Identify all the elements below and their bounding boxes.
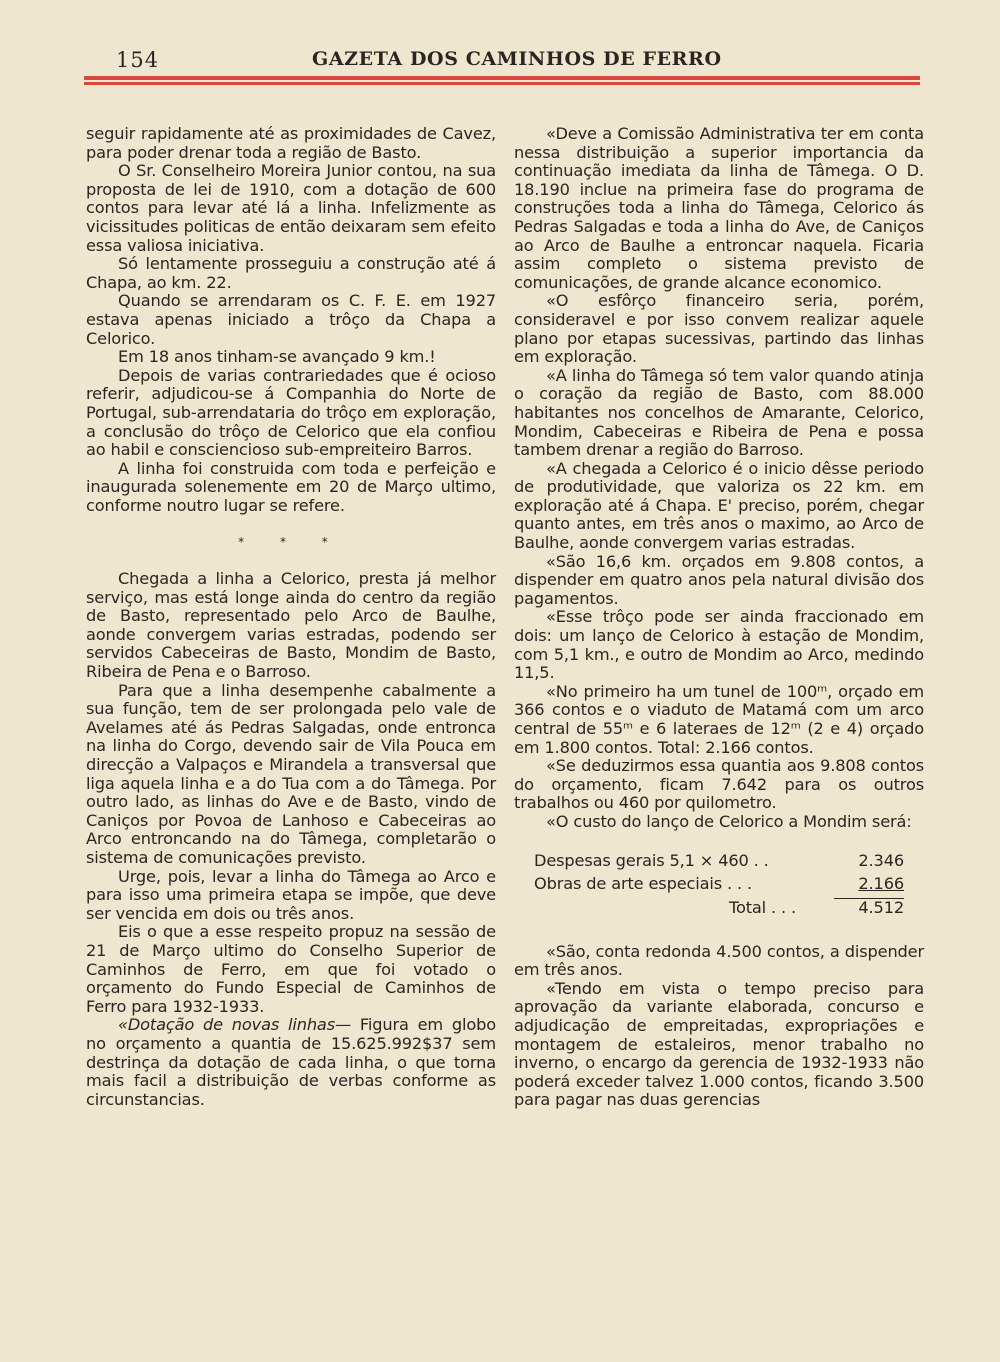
paragraph: «Se deduzirmos essa quantia aos 9.808 contos do orçamento, ficam 7.642 para os outros trabalhos ou 460 por quilometro.: [514, 756, 924, 813]
section-break: * * *: [238, 535, 344, 550]
italic-heading: «Dotação de novas linhas: [118, 1015, 335, 1035]
paragraph: «A linha do Tâmega só tem valor quando atinja o coração da região de Basto, com 88.000 habitantes nos concelhos de Amarante, Celorico, Mondim, Cabeceiras e Ribeira de Pena e possa tambem drenar a região do Barroso.: [514, 365, 924, 460]
page-number: 154: [116, 48, 160, 72]
paragraph: Eis o que a esse respeito propuz na sessão de 21 de Março ultimo do Conselho Superior de Caminhos de Ferro, em que foi votado o orçamento do Fundo Especial de Caminhos de Ferro para 1932-1933.: [86, 922, 496, 1016]
header-rule-top: [84, 76, 920, 80]
budget-row: [534, 875, 904, 898]
paragraph: Em 18 anos tinham-se avançado 9 km.!: [118, 347, 436, 367]
paragraph: «Deve a Comissão Administrativa ter em conta nessa distribuição a superior importancia da continuação imediata da linha de Tâmega. O D. 18.190 inclue na primeira fase do programa de construções toda a linha do Tâmega, Celorico ás Pedras Salgadas e toda a linha do Ave, de Caniços ao Arco de Baulhe a entroncar naquela. Ficaria assim completo o sistema previsto de comunicações, de grande alcance economico.: [514, 124, 924, 292]
budget-amount: 2.166: [858, 873, 904, 893]
paragraph: Quando se arrendaram os C. F. E. em 1927 estava apenas iniciado a trôço da Chapa a Celorico.: [86, 291, 496, 348]
paragraph: Só lentamente prosseguiu a construção até á Chapa, ao km. 22.: [86, 254, 496, 292]
paragraph: «No primeiro ha um tunel de 100ᵐ, orçado em 366 contos e o viaduto de Matamá com um arco central de 55ᵐ e 6 lateraes de 12ᵐ (2 e 4) orçado em 1.800 contos. Total: 2.166 contos.: [514, 681, 924, 757]
budget-total-label: Total . . .: [728, 897, 796, 917]
paragraph: Chegada a linha a Celorico, presta já melhor serviço, mas está longe ainda do centro da região de Basto, representado pelo Arco de Baulhe, aonde convergem varias estradas, podendo ser servidos Cabeceiras de Basto, Mondim de Basto, Ribeira de Pena e o Barroso.: [86, 569, 496, 682]
paragraph: «São, conta redonda 4.500 contos, a dispender em três anos.: [514, 941, 924, 980]
left-column: [86, 125, 496, 1109]
right-column: [514, 125, 924, 1110]
paragraph: «O custo do lanço de Celorico a Mondim será:: [546, 811, 912, 831]
budget-label: Obras de arte especiais . . .: [534, 873, 752, 893]
paragraph: «São 16,6 km. orçados em 9.808 contos, a dispender em quatro anos pela natural divisão dos pagamentos.: [514, 551, 924, 608]
budget-amount: 2.346: [858, 850, 904, 870]
paragraph: seguir rapidamente até as proximidades de Cavez, para poder drenar toda a região de Basto.: [86, 124, 496, 162]
budget-table: [534, 852, 904, 921]
paragraph: Para que a linha desempenhe cabalmente a sua função, tem de ser prolongada pelo vale de Avelames até ás Pedras Salgadas, onde entronca na linha do Corgo, devendo sair de Vila Pouca em direcção a Valpaços e Mirandela a transversal que liga aquela linha e a do Tua com a do Tâmega. Por outro lado, as linhas do Ave e de Basto, vindo de Caniços por Povoa de Lanhoso e Cabeceiras ao Arco entroncando na do Tâmega, completarão o sistema de comunicações previsto.: [86, 680, 496, 867]
budget-total-amount: 4.512: [834, 898, 904, 918]
paragraph: Depois de varias contrariedades que é ocioso referir, adjudicou-se á Companhia do Norte de Portugal, sub-arrendataria do trôço em exploração, a conclusão do trôço de Celorico que ela confiou ao habil e consciencioso sub-empreiteiro Barros.: [86, 365, 496, 460]
budget-label: Despesas gerais 5,1 × 460 . .: [534, 850, 769, 870]
paragraph: «A chegada a Celorico é o inicio dêsse periodo de produtividade, que valoriza os 22 km. em exploração até á Chapa. E' preciso, porém, chegar quanto antes, em três anos o maximo, ao Arco de Baulhe, aonde convergem varias estradas.: [514, 458, 924, 553]
budget-total-row: [534, 898, 904, 921]
paragraph: A linha foi construida com toda e perfeição e inaugurada solenemente em 20 de Março ultimo, conforme noutro lugar se refere.: [86, 458, 496, 515]
header-rule-bottom: [84, 82, 920, 85]
paragraph: «O esfôrço financeiro seria, porém, consideravel e por isso convem realizar aquele plano por etapas sucessivas, partindo das linhas em exploração.: [514, 291, 924, 367]
paragraph: Urge, pois, levar a linha do Tâmega ao Arco e para isso uma primeira etapa se impõe, que deve ser vencida em dois ou três anos.: [86, 866, 496, 923]
paragraph: O Sr. Conselheiro Moreira Junior contou, na sua proposta de lei de 1910, com a dotação de 600 contos para levar até lá a linha. Infelizmente as vicissitudes politicas de então deixaram sem efeito essa valiosa iniciativa.: [86, 161, 496, 255]
running-title: GAZETA DOS CAMINHOS DE FERRO: [312, 48, 722, 70]
paragraph-text: — Figura em globo no orçamento a quantia de 15.625.992$37 sem destrinça da dotação de cada linha, o que torna mais facil a distribuição de verbas conforme as circunstancias.: [86, 1015, 496, 1109]
paragraph: [86, 1016, 496, 1109]
budget-row: [534, 852, 904, 875]
paragraph: «Esse trôço pode ser ainda fraccionado em dois: um lanço de Celorico à estação de Mondim, com 5,1 km., e outro de Mondim ao Arco, medindo 11,5.: [514, 607, 924, 683]
paragraph: «Tendo em vista o tempo preciso para aprovação da variante elaborada, concurso e adjudicação de empreitadas, expropriações e montagem de estaleiros, menor trabalho no inverno, o encargo da gerencia de 1932-1933 não poderá exceder talvez 1.000 contos, ficando 3.500 para pagar nas duas gerencias: [514, 978, 924, 1110]
